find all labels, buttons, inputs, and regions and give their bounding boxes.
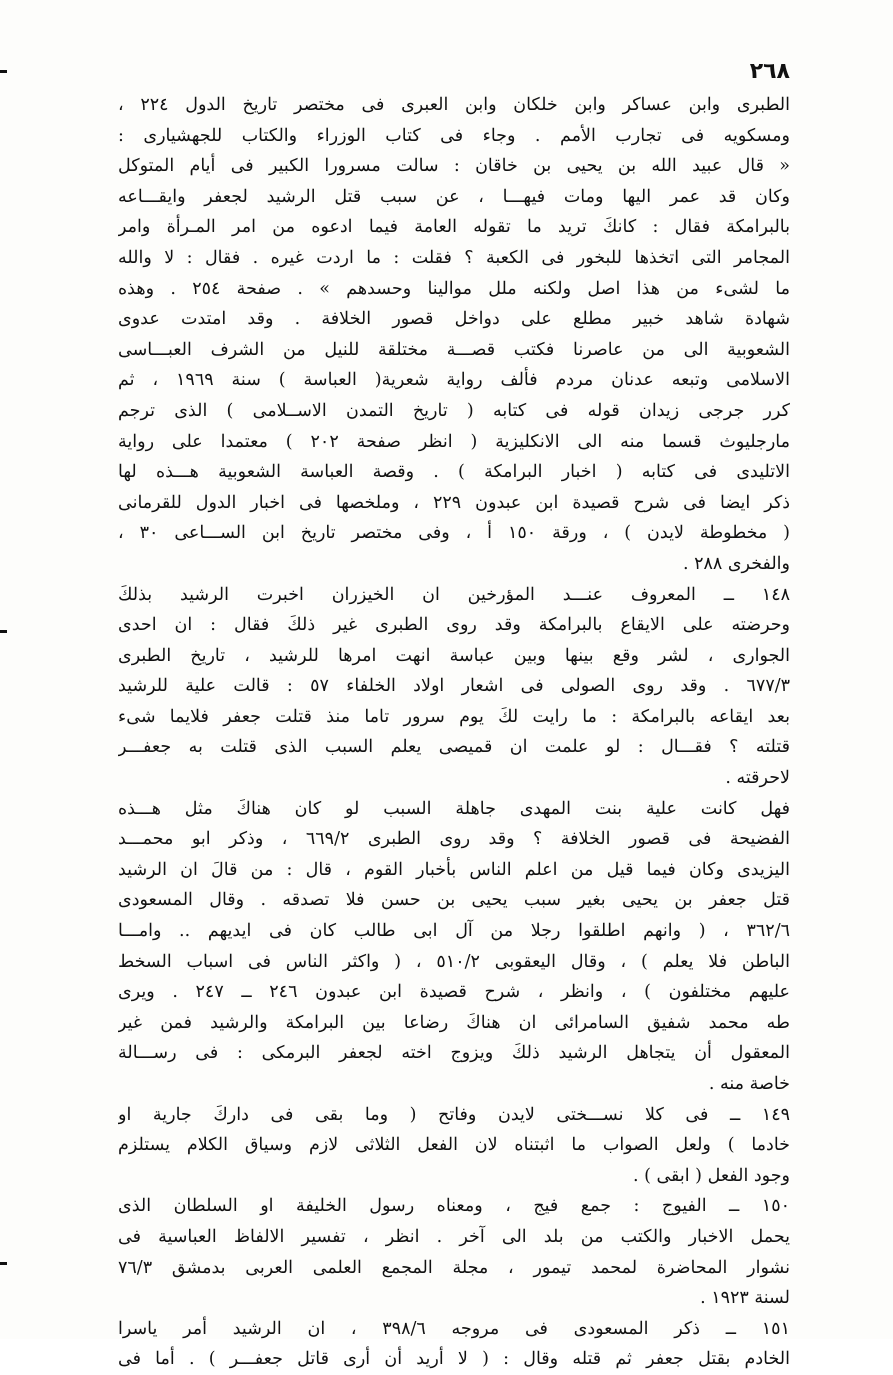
text-line: لسنة ١٩٢٣ . bbox=[700, 1288, 790, 1309]
text-line: اليزيدى وكان فيما قيل من اعلم الناس بأخبار القوم ، قال : من قالَ ان الرشيد bbox=[118, 859, 790, 880]
text-line: ذكر ايضا فى شرح قصيدة ابن عبدون ٢٢٩ ، وملخصها فى اخبار الدول للقرمانى bbox=[118, 492, 790, 513]
text-line: يحمل الاخبار والكتب من بلد الى آخر . انظر ، تفسير الالفاظ العباسية فى bbox=[118, 1226, 790, 1247]
page-edge-mark bbox=[0, 70, 7, 73]
text-line: ( مخطوطة لايدن ) ، ورقة ١٥٠ أ ، وفى مختصر تاريخ ابن الســـاعى ٣٠ ، bbox=[118, 523, 790, 544]
text-line: قتل جعفر بن يحيى بغير سبب يحيى بن حسن فلا تصدقه . وقال المسعودى bbox=[118, 890, 790, 911]
text-line: مارجليوث قسما منه الى الانكليزية ( انظر صفحة ٢٠٢ ) معتمدا على رواية bbox=[118, 431, 790, 452]
text-line: الاتليدى فى كتابه ( اخبار البرامكة ) . وقصة العباسة الشعوبية هـــذه لها bbox=[118, 462, 790, 483]
page-number: ٢٦٨ bbox=[749, 59, 790, 84]
text-line: شهادة شاهد خبير مطلع على دواخل قصور الخلافة . وقد امتدت عدوى bbox=[118, 309, 790, 330]
text-line: ومسكويه فى تجارب الأمم . وجاء فى كتاب الوزراء والكتاب للجهشيارى : bbox=[118, 125, 790, 146]
text-line: الجوارى ، لشر وقع بينها وبين عباسة انهت امرها للرشيد ، تاريخ الطبرى bbox=[118, 645, 790, 666]
text-line: طه محمد شفيق السامرائى ان هناكَ رضاعا بين البرامكة والرشيد فمن غير bbox=[118, 1012, 790, 1033]
text-line: ٣٦٢/٦ ، ( وانهم اطلقوا رجلا من آل ابى طالب كان فى ايديهم .. وامـــا bbox=[118, 921, 790, 942]
text-line: خاصة منه . bbox=[708, 1074, 790, 1094]
text-line: ١٤٨ ــ المعروف عنـــد المؤرخين ان الخيزران اخبرت الرشيد بذلكَ bbox=[118, 584, 790, 605]
text-line: خادما ) ولعل الصواب ما اثبتناه لان الفعل الثلاثى لازم وسياق الكلام يستلزم bbox=[118, 1135, 790, 1156]
text-line: كرر جرجى زيدان قوله فى كتابه ( تاريخ التمدن الاســلامى ) الذى ترجم bbox=[118, 400, 790, 421]
page-edge-mark bbox=[0, 630, 7, 633]
text-line: ١٥١ ــ ذكر المسعودى فى مروجه ٣٩٨/٦ ، ان الرشيد أمر ياسرا bbox=[118, 1318, 790, 1339]
text-line: الاسلامى وتبعه عدنان مردم فألف رواية شعرية( العباسة ) سنة ١٩٦٩ ، ثم bbox=[118, 370, 790, 391]
text-line: وجود الفعل ( ابقى ) . bbox=[632, 1165, 790, 1186]
text-line: ١٤٩ ــ فى كلا نســـختى لايدن وفاتح ( وما بقى فى داركَ جارية او bbox=[118, 1104, 790, 1125]
text-line: ما لشىء من هذا اصل ولكنه ملل موالينا وحسدهم » . صفحة ٢٥٤ . وهذه bbox=[118, 278, 790, 299]
text-line: الشعوبية الى من عاصرنا فكتب قصـــة مختلقة للنيل من الشرف العبـــاسى bbox=[118, 339, 790, 360]
text-line: وحرضته على الايقاع بالبرامكة وقد روى الطبرى غير ذلكَ فقال : ان احدى bbox=[118, 615, 790, 636]
text-line: بعد ايقاعه بالبرامكة : ما رايت لكَ يوم سرور تاما منذ قتلت جعفر فلايما شىء bbox=[118, 706, 790, 727]
text-line: الطبرى وابن عساكر وابن خلكان وابن العبرى فى مختصر تاريخ الدول ٢٢٤ ، bbox=[118, 95, 790, 115]
text-line: وكان قد عمر اليها ومات فيهـــا ، عن سبب قتل الرشيد لجعفر وايقـــاعه bbox=[118, 186, 790, 207]
page-edge-mark bbox=[0, 1262, 7, 1265]
text-line: بالبرامكة فقال : كانكَ تريد ما تقوله العامة فيما ادعوه من امر المـرأة وامر bbox=[118, 217, 790, 238]
text-line: « قال عبيد الله بن يحيى بن خاقان : سالت مسرورا الكبير فى أيام المتوكل bbox=[118, 156, 790, 177]
text-line: الخادم بقتل جعفر ثم قتله وقال : ( لا أريد أن أرى قاتل جعفـــر ) . أما فى bbox=[118, 1349, 790, 1370]
text-line: فهل كانت علية بنت المهدى جاهلة السبب لو كان هناكَ مثل هـــذه bbox=[118, 798, 790, 819]
text-line: المجامر التى اتخذها للبخور فى الكعبة ؟ فقلت : ما اردت غيره . فقال : لا والله bbox=[118, 247, 790, 268]
text-line: ١٥٠ ــ الفيوج : جمع فيج ، ومعناه رسول الخليفة او السلطان الذى bbox=[118, 1196, 790, 1217]
body-text bbox=[118, 90, 790, 1375]
text-line: لاحرقته . bbox=[725, 768, 790, 789]
text-line: الباطن فلا يعلم ) ، وقال اليعقوبى ٥١٠/٢ ، ( واكثر الناس فى اسباب السخط bbox=[118, 951, 790, 972]
text-line: قتلته ؟ فقـــال : لو علمت ان قميصى يعلم السبب الذى قتلت به جعفـــر bbox=[118, 737, 790, 758]
text-line: المعقول أن يتجاهل الرشيد ذلكَ ويزوج اخته لجعفر البرمكى : فى رســـالة bbox=[118, 1043, 790, 1064]
text-line: ٦٧٧/٣ . وقد روى الصولى فى اشعار اولاد الخلفاء ٥٧ : قالت علية للرشيد bbox=[118, 676, 790, 697]
text-line: والفخرى ٢٨٨ . bbox=[682, 553, 790, 574]
text-line: عليهم مختلفون ) ، وانظر ، شرح قصيدة ابن عبدون ٢٤٦ ــ ٢٤٧ . ويرى bbox=[118, 982, 790, 1003]
text-line: نشوار المحاضرة لمحمد تيمور ، مجلة المجمع العلمى العربى بدمشق ٧٦/٣ bbox=[118, 1257, 790, 1278]
text-line: الفضيحة فى قصور الخلافة ؟ وقد روى الطبرى ٦٦٩/٢ ، وذكر ابو محمـــد bbox=[118, 829, 790, 850]
